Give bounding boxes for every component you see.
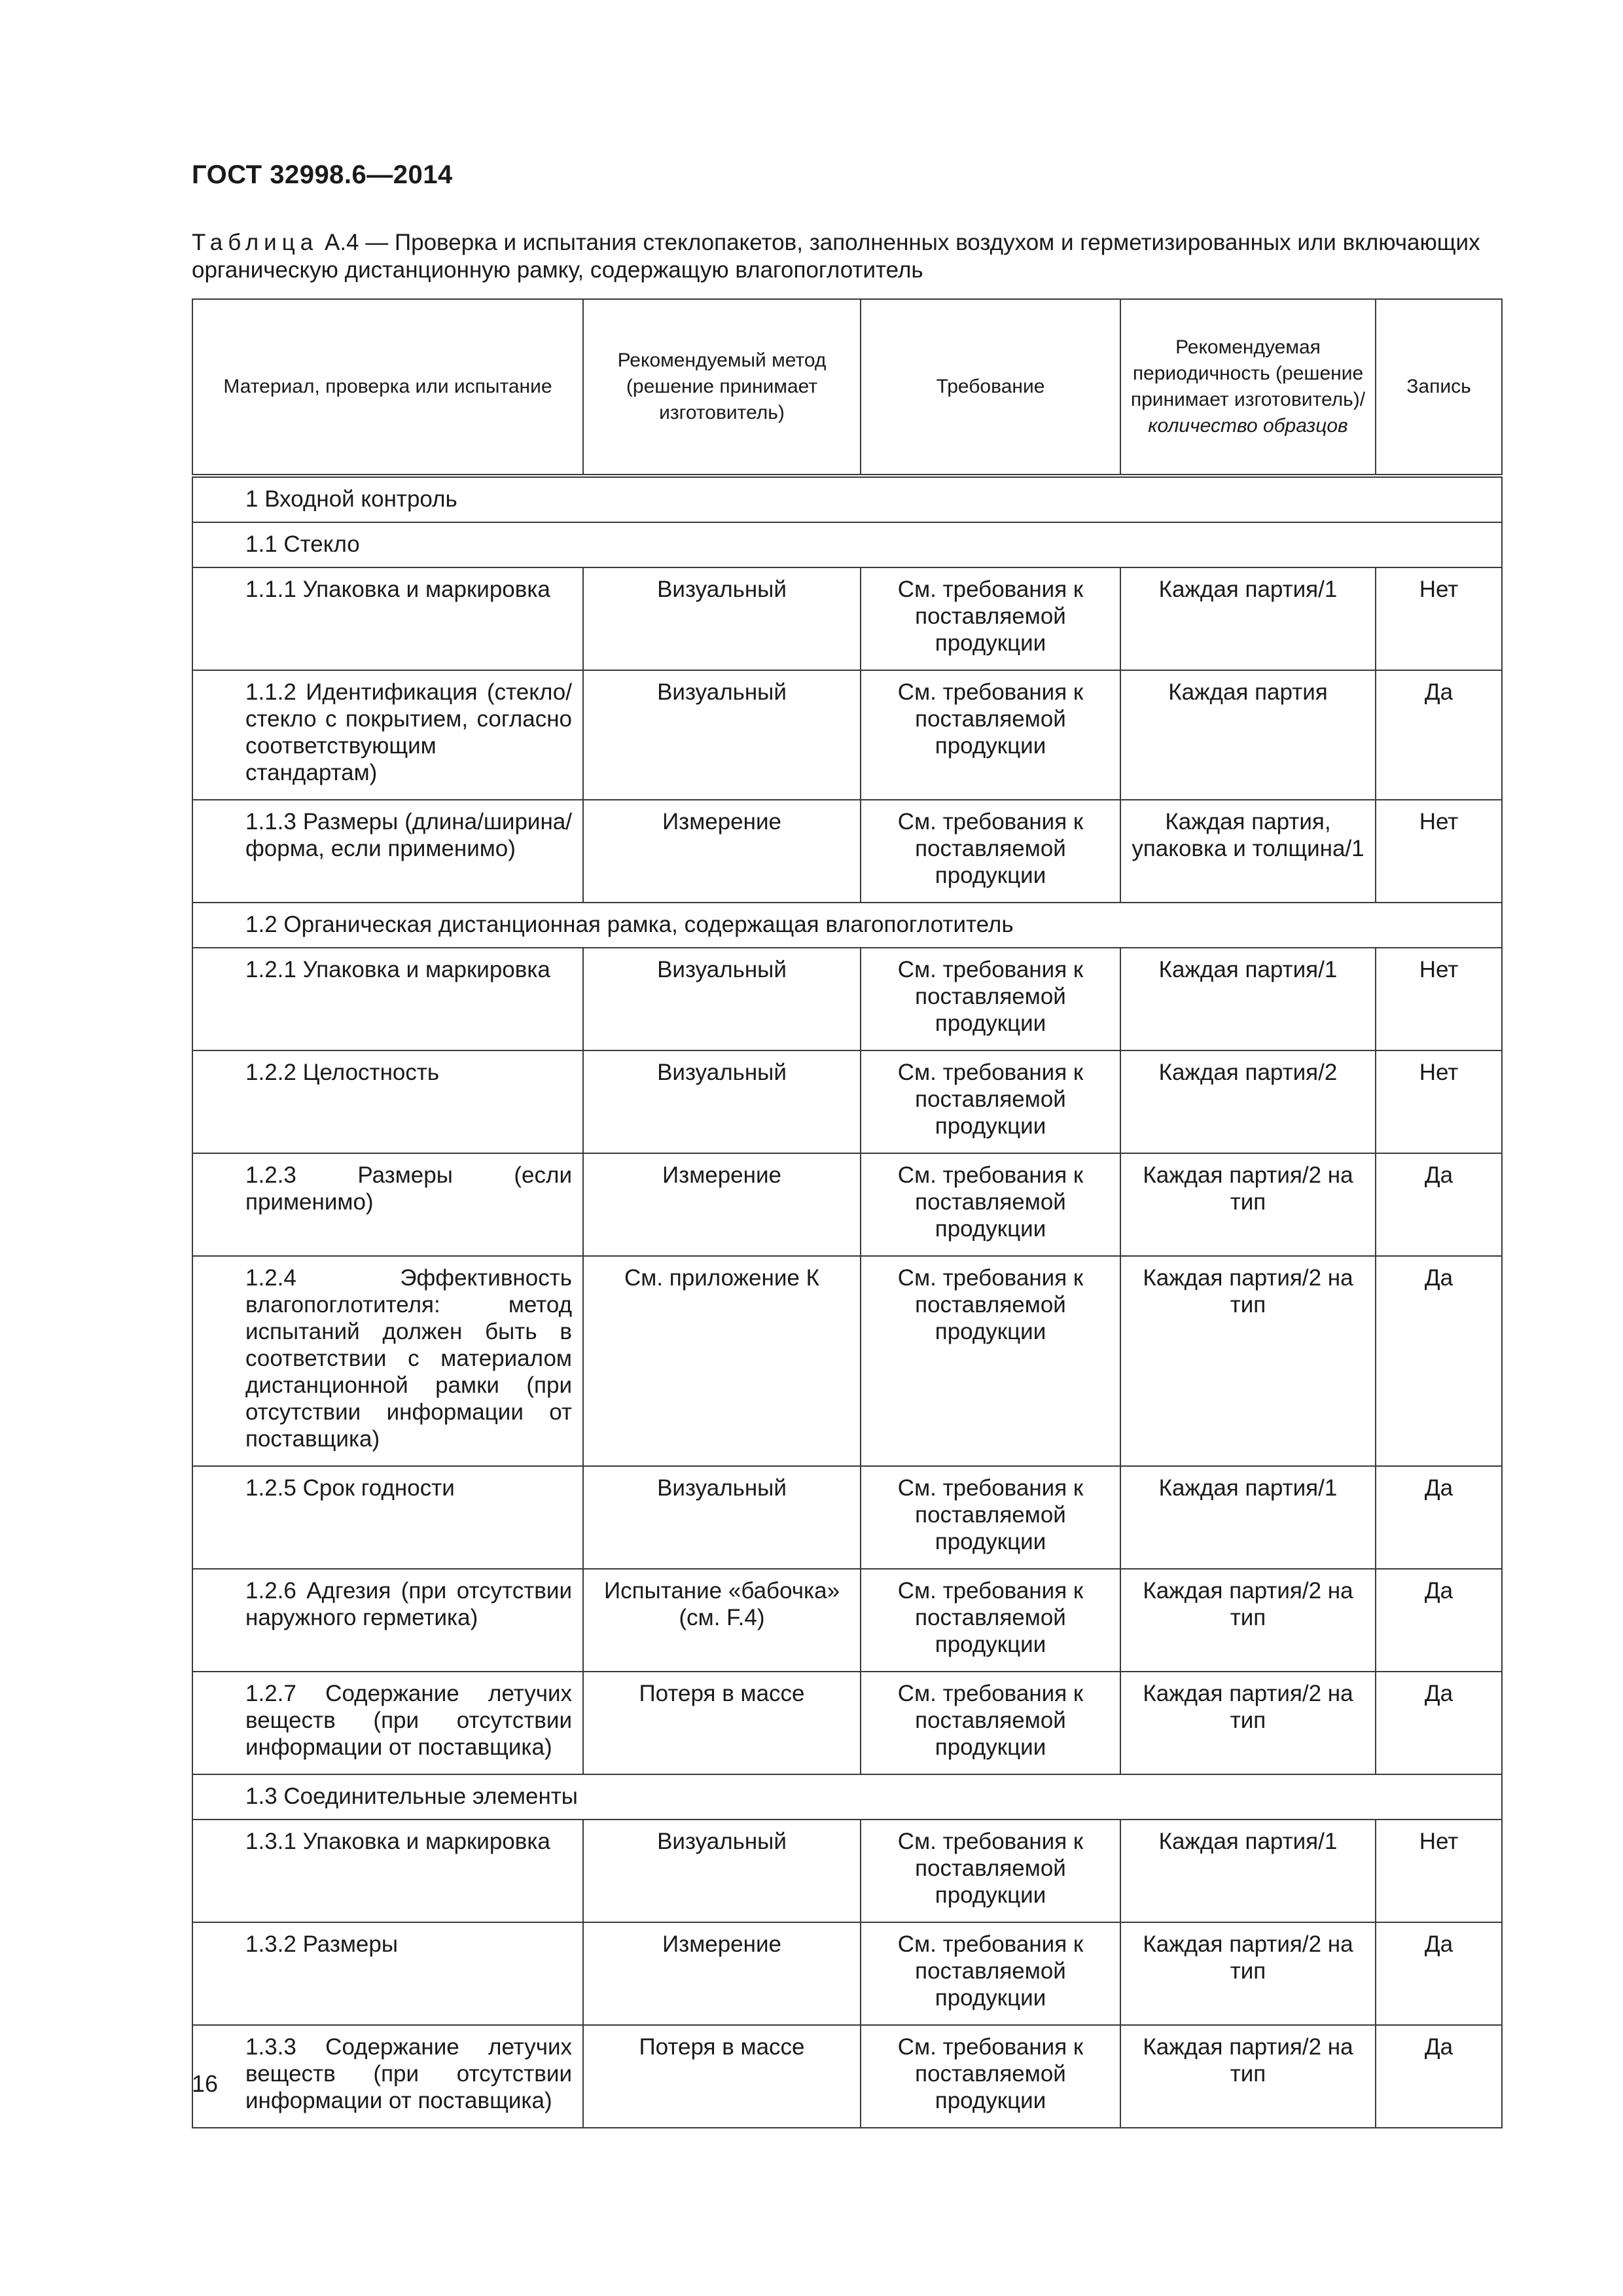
cell-record: Нет — [1376, 948, 1502, 1050]
cell-frequency: Каждая партия/1 — [1120, 948, 1376, 1050]
cell-method: Измерение — [583, 800, 861, 903]
document-header: ГОСТ 32998.6—2014 — [192, 160, 453, 189]
inspection-table — [192, 298, 1503, 2128]
cell-requirement: См. требования к поставляемой продукции — [861, 2025, 1120, 2128]
cell-requirement: См. требования к поставляемой продукции — [861, 1153, 1120, 1256]
header-requirement: Требование — [861, 299, 1120, 476]
header-method: Рекомендуемый метод (решение принимает изготовитель) — [583, 299, 861, 476]
cell-requirement: См. требования к поставляемой продукции — [861, 1466, 1120, 1569]
table-row — [192, 800, 1502, 903]
cell-material: 1.2.1 Упаковка и маркировка — [192, 948, 583, 1050]
cell-material: 1.2.7 Содержание летучих веществ (при отсутствии информации от поставщика) — [192, 1672, 583, 1774]
cell-record: Да — [1376, 1466, 1502, 1569]
cell-requirement: См. требования к поставляемой продукции — [861, 1672, 1120, 1774]
header-frequency — [1120, 299, 1376, 476]
table-row — [192, 1466, 1502, 1569]
cell-method: Визуальный — [583, 670, 861, 800]
cell-requirement: См. требования к поставляемой продукции — [861, 567, 1120, 670]
cell-record: Да — [1376, 1672, 1502, 1774]
cell-record: Нет — [1376, 800, 1502, 903]
section-connectors: 1.3 Соединительные элементы — [192, 1774, 1502, 1820]
cell-record: Нет — [1376, 1050, 1502, 1153]
cell-frequency: Каждая партия/1 — [1120, 1466, 1376, 1569]
cell-method: Визуальный — [583, 948, 861, 1050]
caption-label: Таблица — [192, 230, 319, 255]
cell-frequency: Каждая партия/2 — [1120, 1050, 1376, 1153]
cell-requirement: См. требования к поставляемой продукции — [861, 1922, 1120, 2025]
cell-frequency: Каждая партия — [1120, 670, 1376, 800]
cell-method: Измерение — [583, 1153, 861, 1256]
table-row — [192, 1256, 1502, 1466]
cell-requirement: См. требования к поставляемой продукции — [861, 1256, 1120, 1466]
cell-requirement: См. требования к поставляемой продукции — [861, 1050, 1120, 1153]
cell-method: Визуальный — [583, 1050, 861, 1153]
cell-material: 1.2.4 Эффективность влагопоглотителя: метод испытаний должен быть в соответствии с материалом дистанционной рамки (при отсутствии информации от поставщика) — [192, 1256, 583, 1466]
table-row — [192, 670, 1502, 800]
cell-requirement: См. требования к поставляемой продукции — [861, 948, 1120, 1050]
cell-material: 1.2.2 Целостность — [192, 1050, 583, 1153]
cell-frequency: Каждая партия/1 — [1120, 567, 1376, 670]
section-incoming-control: 1 Входной контроль — [192, 476, 1502, 522]
cell-material: 1.1.2 Идентификация (стекло/стекло с покрытием, согласно соответствующим стандартам) — [192, 670, 583, 800]
cell-method: Потеря в массе — [583, 1672, 861, 1774]
cell-frequency: Каждая партия/2 на тип — [1120, 2025, 1376, 2128]
page-number: 16 — [192, 2070, 219, 2097]
cell-method: Потеря в массе — [583, 2025, 861, 2128]
cell-method: Визуальный — [583, 1466, 861, 1569]
cell-material: 1.3.3 Содержание летучих веществ (при отсутствии информации от поставщика) — [192, 2025, 583, 2128]
caption-text: А.4 — Проверка и испытания стеклопакетов, заполненных воздухом и герметизированных или включающих органическую дистанционную рамку, содержащую влагопоглотитель — [192, 230, 1480, 283]
cell-record: Да — [1376, 1153, 1502, 1256]
cell-method: Визуальный — [583, 1820, 861, 1922]
cell-record: Да — [1376, 1256, 1502, 1466]
section-row — [192, 903, 1502, 948]
cell-frequency: Каждая партия/2 на тип — [1120, 1153, 1376, 1256]
section-row — [192, 522, 1502, 567]
cell-material: 1.3.1 Упаковка и маркировка — [192, 1820, 583, 1922]
header-record: Запись — [1376, 299, 1502, 476]
cell-record: Нет — [1376, 567, 1502, 670]
cell-requirement: См. требования к поставляемой продукции — [861, 800, 1120, 903]
cell-requirement: См. требования к поставляемой продукции — [861, 670, 1120, 800]
cell-method: Измерение — [583, 1922, 861, 2025]
table-row — [192, 1672, 1502, 1774]
cell-record: Да — [1376, 1569, 1502, 1672]
cell-material: 1.2.6 Адгезия (при отсутствии наружного герметика) — [192, 1569, 583, 1672]
cell-material: 1.1.1 Упаковка и маркировка — [192, 567, 583, 670]
table-row — [192, 567, 1502, 670]
table-row — [192, 1050, 1502, 1153]
header-frequency-main: Рекомендуемая периодичность (решение принимает изготовитель)/ — [1130, 336, 1366, 410]
cell-frequency: Каждая партия/2 на тип — [1120, 1256, 1376, 1466]
cell-frequency: Каждая партия/1 — [1120, 1820, 1376, 1922]
cell-method: Испытание «бабочка» (см. F.4) — [583, 1569, 861, 1672]
section-row — [192, 476, 1502, 522]
header-material: Материал, проверка или испытание — [192, 299, 583, 476]
cell-record: Да — [1376, 1922, 1502, 2025]
cell-frequency: Каждая партия/2 на тип — [1120, 1922, 1376, 2025]
table-row — [192, 1820, 1502, 1922]
cell-requirement: См. требования к поставляемой продукции — [861, 1820, 1120, 1922]
table-row — [192, 1569, 1502, 1672]
cell-requirement: См. требования к поставляемой продукции — [861, 1569, 1120, 1672]
header-frequency-samples: количество образцов — [1148, 415, 1348, 437]
cell-material: 1.2.5 Срок годности — [192, 1466, 583, 1569]
section-spacer-frame: 1.2 Органическая дистанционная рамка, содержащая влагопоглотитель — [192, 903, 1502, 948]
cell-material: 1.2.3 Размеры (если применимо) — [192, 1153, 583, 1256]
table-row — [192, 1153, 1502, 1256]
table-header-row — [192, 299, 1502, 476]
table-row — [192, 2025, 1502, 2128]
section-row — [192, 1774, 1502, 1820]
cell-material: 1.1.3 Размеры (длина/ширина/форма, если применимо) — [192, 800, 583, 903]
cell-method: См. приложение К — [583, 1256, 861, 1466]
cell-record: Нет — [1376, 1820, 1502, 1922]
table-row — [192, 1922, 1502, 2025]
cell-frequency: Каждая партия, упаковка и толщина/1 — [1120, 800, 1376, 903]
section-glass: 1.1 Стекло — [192, 522, 1502, 567]
cell-record: Да — [1376, 670, 1502, 800]
cell-method: Визуальный — [583, 567, 861, 670]
table-row — [192, 948, 1502, 1050]
cell-frequency: Каждая партия/2 на тип — [1120, 1569, 1376, 1672]
cell-frequency: Каждая партия/2 на тип — [1120, 1672, 1376, 1774]
table-caption — [192, 229, 1488, 284]
cell-record: Да — [1376, 2025, 1502, 2128]
cell-material: 1.3.2 Размеры — [192, 1922, 583, 2025]
